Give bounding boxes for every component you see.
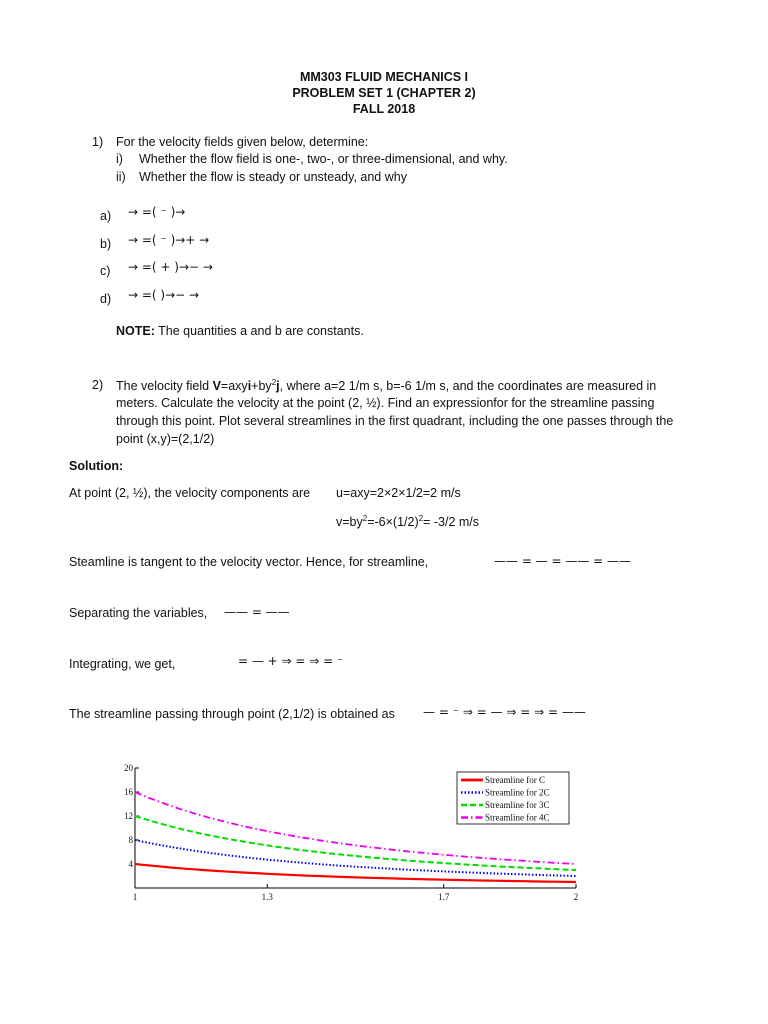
legend-label-3: Streamline for 3C <box>485 800 550 810</box>
problem2-number: 2) <box>92 378 104 392</box>
x-tick-label: 1 <box>132 892 138 902</box>
item-c-equation: → =( + )→− → <box>128 260 213 274</box>
problem1-sub-ii-label: ii) <box>116 170 126 184</box>
v-eq-exponent: 2 <box>362 514 368 523</box>
x-tick-label: 1.7 <box>438 892 450 902</box>
p2-unit-j: j <box>276 379 280 394</box>
problem2-line3: through this point. Plot several streamlines in the first quadrant, including the one passes through the <box>116 414 674 428</box>
separating-equation: —— = —— <box>224 605 290 619</box>
p2-text: , where a=2 1/m s, b=-6 1/m s, and the coordinates are measured in <box>279 379 657 394</box>
legend-label-2: Streamline for 2C <box>485 787 550 798</box>
problem1-sub-i-label: i) <box>116 152 123 166</box>
problem2-line4: point (x,y)=(2,1/2) <box>116 432 215 446</box>
item-c-label: c) <box>100 264 111 278</box>
p2-text: =axy <box>220 379 248 394</box>
integrating-equation: = — + ⇒ = ⇒ = ⁻ <box>238 654 344 668</box>
separating-text: Separating the variables, <box>69 606 208 620</box>
solution-u-equation: u=axy=2×2×1/2=2 m/s <box>336 486 461 500</box>
solution-point-text: At point (2, ½), the velocity components are <box>69 486 311 500</box>
problem1-note <box>116 324 364 338</box>
legend-label-4: Streamline for 4C <box>485 812 550 823</box>
v-eq-part: = -3/2 m/s <box>423 515 480 530</box>
problem1-sub-ii: Whether the flow is steady or unsteady, and why <box>139 170 407 184</box>
p2-unit-i: i <box>247 379 252 394</box>
y-tick-label: 8 <box>128 835 133 845</box>
p2-text: The velocity field <box>116 379 213 394</box>
x-tick-label: 2 <box>573 892 579 902</box>
y-tick-label: 4 <box>128 859 133 869</box>
item-b-equation: → =( ⁻ )→+ → <box>128 233 210 247</box>
p2-text: +by <box>251 379 272 394</box>
problem-set-title: PROBLEM SET 1 (CHAPTER 2) <box>292 86 476 100</box>
p2-exponent: 2 <box>271 378 277 387</box>
item-d-equation: → =( )→− → <box>128 288 200 302</box>
x-tick-label: 1.3 <box>261 892 273 902</box>
note-text: The quantities a and b are constants. <box>154 324 364 338</box>
streamline-equation: —— = — = —— = —— <box>494 554 632 568</box>
passing-equation: — = ⁻ ⇒ = — ⇒ = ⇒ = —— <box>423 705 586 719</box>
item-a-equation: → =( ⁻ )→ <box>128 205 186 219</box>
item-b-label: b) <box>100 237 112 251</box>
problem2-line2: meters. Calculate the velocity at the point (2, ½). Find an expressionfor for the streamline passing <box>116 396 655 410</box>
semester-title: FALL 2018 <box>352 102 416 116</box>
v-eq-part: =-6×(1/2) <box>367 515 419 530</box>
note-label: NOTE: <box>116 324 155 338</box>
problem2-line1 <box>116 378 656 393</box>
passing-text: The streamline passing through point (2,1/2) is obtained as <box>69 707 395 721</box>
problem1-intro: For the velocity fields given below, determine: <box>116 135 369 149</box>
v-eq-exponent: 2 <box>418 514 424 523</box>
y-tick-label: 20 <box>124 763 133 773</box>
item-a-label: a) <box>100 209 112 223</box>
problem1-sub-i: Whether the flow field is one-, two-, or three-dimensional, and why. <box>139 152 508 166</box>
course-title: MM303 FLUID MECHANICS I <box>299 70 469 84</box>
v-eq-part: v=by <box>336 515 363 530</box>
problem1-number: 1) <box>92 135 104 149</box>
y-tick-label: 12 <box>124 811 133 821</box>
streamline-chart <box>110 760 590 910</box>
y-tick-label: 16 <box>124 787 133 797</box>
streamline-text: Steamline is tangent to the velocity vector. Hence, for streamline, <box>69 555 429 569</box>
item-d-label: d) <box>100 292 112 306</box>
solution-heading: Solution: <box>69 459 124 473</box>
legend-label-1: Streamline for C <box>485 775 545 785</box>
solution-v-equation <box>336 514 479 529</box>
p2-vector-v: V <box>212 379 221 394</box>
integrating-text: Integrating, we get, <box>69 657 176 671</box>
